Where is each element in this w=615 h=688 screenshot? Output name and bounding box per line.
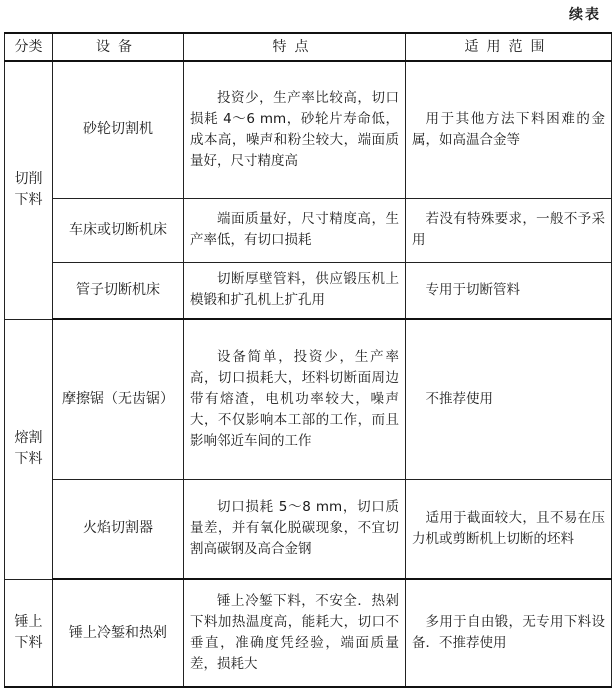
table-row: [5, 479, 612, 579]
scope-cell: 不推荐使用: [406, 319, 612, 479]
table-row: [5, 61, 612, 198]
equipment-cell: 火焰切割器: [53, 479, 184, 579]
equipment-cell: 砂轮切割机: [53, 61, 184, 198]
equipment-cell: 摩擦锯（无齿锯）: [53, 319, 184, 479]
features-cell: 端面质量好，尺寸精度高，生产率低，有切口损耗: [184, 198, 406, 262]
features-cell: 锤上冷錾下料，不安全．热剁下料加热温度高，能耗大，切口不垂直，准确度凭经验，端面质量差，损耗大: [184, 579, 406, 687]
equipment-cell: 管子切断机床: [53, 262, 184, 319]
scope-cell: 若没有特殊要求，一般不予采用: [406, 198, 612, 262]
header-features: 特点: [184, 33, 406, 61]
scope-cell: 用于其他方法下料困难的金属，如高温合金等: [406, 61, 612, 198]
cutting-methods-table: [4, 32, 612, 688]
features-cell: 切口损耗 5～8 mm，切口质量差，并有氧化脱碳现象，不宜切割高碳钢及高合金钢: [184, 479, 406, 579]
category-cell: 切削下料: [5, 61, 53, 319]
scope-cell: 适用于截面较大，且不易在压力机或剪断机上切断的坯料: [406, 479, 612, 579]
header-scope: 适用范围: [406, 33, 612, 61]
features-cell: 投资少，生产率比较高，切口损耗 4～6 mm，砂轮片寿命低，成本高，噪声和粉尘较大，端面质量好，尺寸精度高: [184, 61, 406, 198]
table-header: [5, 33, 612, 61]
category-cell: 熔割下料: [5, 319, 53, 579]
table-row: [5, 198, 612, 262]
category-cell: 锤上下料: [5, 579, 53, 687]
table-body: [5, 61, 612, 687]
features-cell: 切断厚壁管料，供应锻压机上模锻和扩孔机上扩孔用: [184, 262, 406, 319]
features-cell: 设备简单，投资少，生产率高，切口损耗大，坯料切断面周边带有熔渣，电机功率较大，噪声大，不仅影响本工部的工作，而且影响邻近车间的工作: [184, 319, 406, 479]
equipment-cell: 锤上冷錾和热剁: [53, 579, 184, 687]
equipment-cell: 车床或切断机床: [53, 198, 184, 262]
table-row: [5, 579, 612, 687]
table-row: [5, 262, 612, 319]
scope-cell: 多用于自由锻，无专用下料设备．不推荐使用: [406, 579, 612, 687]
header-equipment: 设备: [53, 33, 184, 61]
scope-cell: 专用于切断管料: [406, 262, 612, 319]
table-row: [5, 319, 612, 479]
continued-table-label: 续表: [569, 7, 601, 23]
header-category: 分类: [5, 33, 53, 61]
